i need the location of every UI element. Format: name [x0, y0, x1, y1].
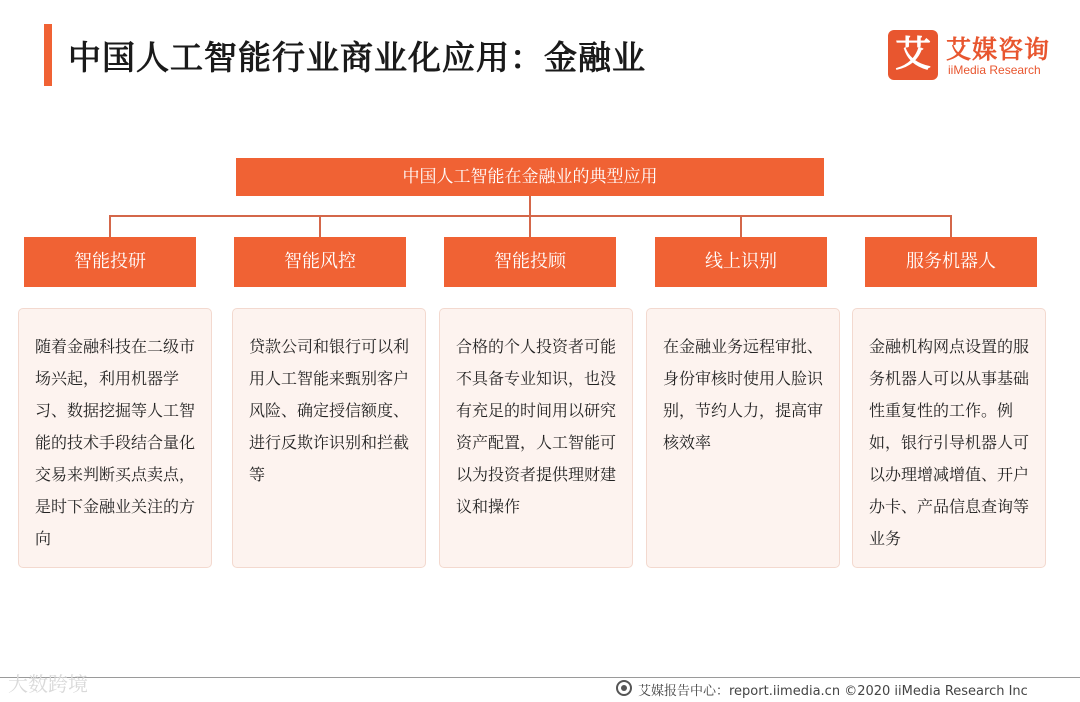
brand-logo	[888, 30, 1060, 82]
branch-connector	[319, 215, 321, 237]
branch-head-advisory: 智能投顾	[444, 237, 616, 287]
root-stem-connector	[529, 196, 531, 216]
branch-desc-risk-control: 贷款公司和银行可以利用人工智能来甄别客户风险、确定授信额度、进行反欺诈识别和拦截等	[232, 308, 426, 568]
branch-connector	[740, 215, 742, 237]
branch-connector	[950, 215, 952, 237]
branch-desc-advisory: 合格的个人投资者可能不具备专业知识，也没有充足的时间用以研究资产配置，人工智能可以为投资者提供理财建议和操作	[439, 308, 633, 568]
branch-head-risk-control: 智能风控	[234, 237, 406, 287]
branch-desc-online-id: 在金融业务远程审批、身份审核时使用人脸识别，节约人力，提高审核效率	[646, 308, 840, 568]
diagram-root-node: 中国人工智能在金融业的典型应用	[236, 158, 824, 196]
branch-head-service-robot: 服务机器人	[865, 237, 1037, 287]
branch-desc-research: 随着金融科技在二级市场兴起，利用机器学习、数据挖掘等人工智能的技术手段结合量化交易来判断买点卖点，是时下金融业关注的方向	[18, 308, 212, 568]
footer-divider	[0, 677, 1080, 678]
branch-head-research: 智能投研	[24, 237, 196, 287]
branch-desc-service-robot: 金融机构网点设置的服务机器人可以从事基础性重复性的工作。例如，银行引导机器人可以办理增减增值、开户办卡、产品信息查询等业务	[852, 308, 1046, 568]
title-accent-bar	[44, 24, 52, 86]
watermark: 大数跨境	[8, 672, 88, 696]
branch-connector	[529, 215, 531, 237]
logo-mark-icon: 艾	[888, 30, 938, 80]
logo-name-cn: 艾媒咨询	[946, 35, 1051, 64]
page-title: 中国人工智能行业商业化应用：金融业	[68, 38, 646, 77]
branch-connector	[109, 215, 111, 237]
footer-source: 艾媒报告中心：report.iimedia.cn ©2020 iiMedia Research Inc	[638, 684, 1028, 699]
logo-name-en: iiMedia Research	[948, 63, 1041, 77]
globe-icon	[616, 680, 632, 696]
branch-head-online-id: 线上识别	[655, 237, 827, 287]
